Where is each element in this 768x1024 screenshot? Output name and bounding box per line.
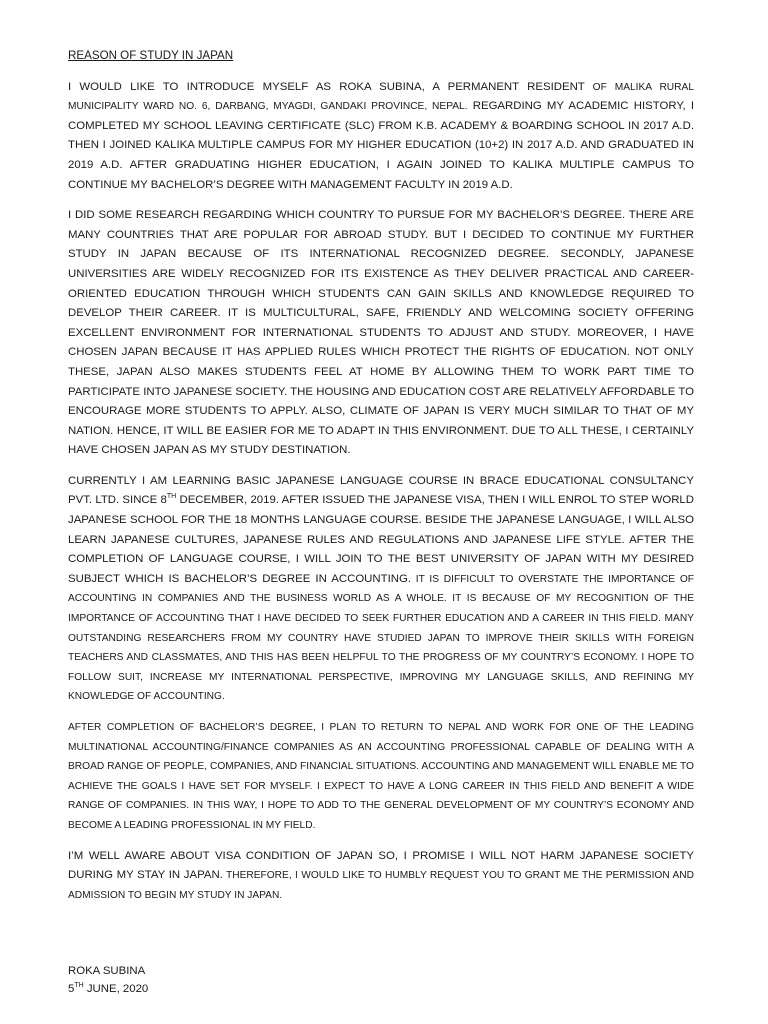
paragraph-visa: [68, 847, 694, 906]
document-body: [68, 46, 694, 916]
intro-text-b: OF MALIKA RURAL MUNICIPALITY WARD NO. 6, DARBANG, MYAGDI, GANDAKI PROVINCE, NEPAL.: [68, 81, 694, 113]
current-study-text-a: CURRENTLY I AM LEARNING BASIC JAPANESE LANGUAGE COURSE IN BRACE EDUCATIONAL CONSULTANCY PVT. LTD. SINCE 8: [68, 474, 694, 507]
paragraph-current-study: [68, 472, 694, 707]
paragraph-research: I DID SOME RESEARCH REGARDING WHICH COUNTRY TO PURSUE FOR MY BACHELOR’S DEGREE. THERE ARE MANY COUNTRIES THAT ARE POPULAR FOR ABROAD STUDY. BUT I DECIDED TO CONTINUE MY FURTHER STUDY IN JAPAN BECAUSE OF ITS INTERNATIONAL RECOGNIZED DEGREE. SECONDLY, JAPANESE UNIVERSITIES ARE WIDELY RECOGNIZED FOR ITS EXISTENCE AS THEY DELIVER PRACTICAL AND CAREER-ORIENTED EDUCATION THROUGH WHICH STUDENTS CAN GAIN SKILLS AND KNOWLEDGE REQUIRED TO DEVELOP THEIR CAREER. IT IS MULTICULTURAL, SAFE, FRIENDLY AND WELCOMING SOCIETY OFFERING EXCELLENT ENVIRONMENT FOR INTERNATIONAL STUDENTS TO ADJUST AND STUDY. MOREOVER, I HAVE CHOSEN JAPAN BECAUSE IT HAS APPLIED RULES WHICH PROTECT THE RIGHTS OF EDUCATION. NOT ONLY THESE, JAPAN ALSO MAKES STUDENTS FEEL AT HOME BY ALLOWING THEM TO WORK PART TIME TO PARTICIPATE INTO JAPANESE SOCIETY. THE HOUSING AND EDUCATION COST ARE RELATIVELY AFFORDABLE TO ENCOURAGE MORE STUDENTS TO APPLY. ALSO, CLIMATE OF JAPAN IS VERY MUCH SIMILAR TO THAT OF MY NATION. HENCE, IT WILL BE EASIER FOR ME TO ADAPT IN THIS ENVIRONMENT. DUE TO ALL THESE, I CERTAINLY HAVE CHOSEN JAPAN AS MY STUDY DESTINATION.: [68, 209, 694, 457]
ordinal-suffix: TH: [166, 493, 177, 501]
paragraph-introduction: [68, 78, 694, 196]
visa-text-b: THEREFORE, I WOULD LIKE TO HUMBLY REQUEST YOU TO GRANT ME THE PERMISSION AND ADMISSION TO BEGIN MY STUDY IN JAPAN.: [68, 870, 694, 901]
signature-date: [68, 980, 368, 998]
document-title: REASON OF STUDY IN JAPAN: [68, 49, 234, 62]
date-day: 5: [68, 983, 75, 995]
paragraph-future-plan: AFTER COMPLETION OF BACHELOR’S DEGREE, I PLAN TO RETURN TO NEPAL AND WORK FOR ONE OF THE LEADING MULTINATIONAL ACCOUNTING/FINANCE COMPANIES AS AN ACCOUNTING PROFESSIONAL CAPABLE OF DEALING WITH A BROAD RANGE OF PEOPLE, COMPANIES, AND FINANCIAL SITUATIONS. ACCOUNTING AND MANAGEMENT WILL ENABLE ME TO ACHIEVE THE GOALS I HAVE SET FOR MYSELF. I EXPECT TO HAVE A LONG CAREER IN THIS FIELD AND BENEFIT A WIDE RANGE OF COMPANIES. IN THIS WAY, I HOPE TO ADD TO THE GENERAL DEVELOPMENT OF MY COUNTRY’S ECONOMY AND BECOME A LEADING PROFESSIONAL IN MY FIELD.: [68, 722, 694, 831]
current-study-text-b: DECEMBER, 2019. AFTER ISSUED THE JAPANESE VISA, THEN I WILL ENROL TO STEP WORLD JAPANESE SCHOOL FOR THE 18 MONTHS LANGUAGE COURSE. BESIDE THE JAPANESE LANGUAGE, I WILL ALSO LEARN JAPANESE CULTURES, JAPANESE RULES AND REGULATIONS AND JAPANESE LIFE STYLE. AFTER THE COMPLETION OF LANGUAGE COURSE, I WILL JOIN TO THE BEST UNIVERSITY OF JAPAN WITH MY DESIRED SUBJECT WHICH IS BACHELOR’S DEGREE IN ACCOUNTING.: [68, 494, 694, 585]
date-ordinal: TH: [74, 982, 84, 990]
intro-text-a: I WOULD LIKE TO INTRODUCE MYSELF AS ROKA SUBINA, A PERMANENT RESIDENT: [68, 80, 585, 93]
intro-text-c: REGARDING MY ACADEMIC HISTORY, I COMPLETED MY SCHOOL LEAVING CERTIFICATE (SLC) FROM K.B. ACADEMY & BOARDING SCHOOL IN 2017 A.D. THEN I JOINED KALIKA MULTIPLE CAMPUS FOR MY HIGHER EDUCATION (10+2) IN 2017 A.D. AND GRADUATED IN 2019 A.D. AFTER GRADUATING HIGHER EDUCATION, I AGAIN JOINED TO KALIKA MULTIPLE CAMPUS TO CONTINUE MY BACHELOR’S DEGREE WITH MANAGEMENT FACULTY IN 2019 A.D.: [68, 100, 694, 191]
current-study-text-c: IT IS DIFFICULT TO OVERSTATE THE IMPORTANCE OF ACCOUNTING IN COMPANIES AND THE BUSINESS WORLD AS A WHOLE. IT IS BECAUSE OF MY RECOGNITION OF THE IMPORTANCE OF ACCOUNTING THAT I HAVE DECIDED TO SEEK FURTHER EDUCATION AND A CAREER IN THIS FIELD. MANY OUTSTANDING RESEARCHERS FROM MY COUNTRY HAVE STUDIED JAPAN TO IMPROVE THEIR SKILLS WITH FOREIGN TEACHERS AND CLASSMATES, AND THIS HAS BEEN HELPFUL TO THE PROGRESS OF MY COUNTRY’S ECONOMY. I HOPE TO FOLLOW SUIT, INCREASE MY INTERNATIONAL PERSPECTIVE, IMPROVING MY LANGUAGE SKILLS, AND REFINING MY KNOWLEDGE OF ACCOUNTING.: [68, 573, 694, 703]
date-rest: JUNE, 2020: [83, 983, 149, 995]
visa-text-a: I’M WELL AWARE ABOUT VISA CONDITION OF JAPAN SO, I PROMISE I WILL NOT HARM JAPANESE SOCIETY DURING MY STAY IN JAPAN.: [68, 849, 694, 882]
signature-block: [68, 962, 368, 998]
signature-name: ROKA SUBINA: [68, 965, 146, 977]
